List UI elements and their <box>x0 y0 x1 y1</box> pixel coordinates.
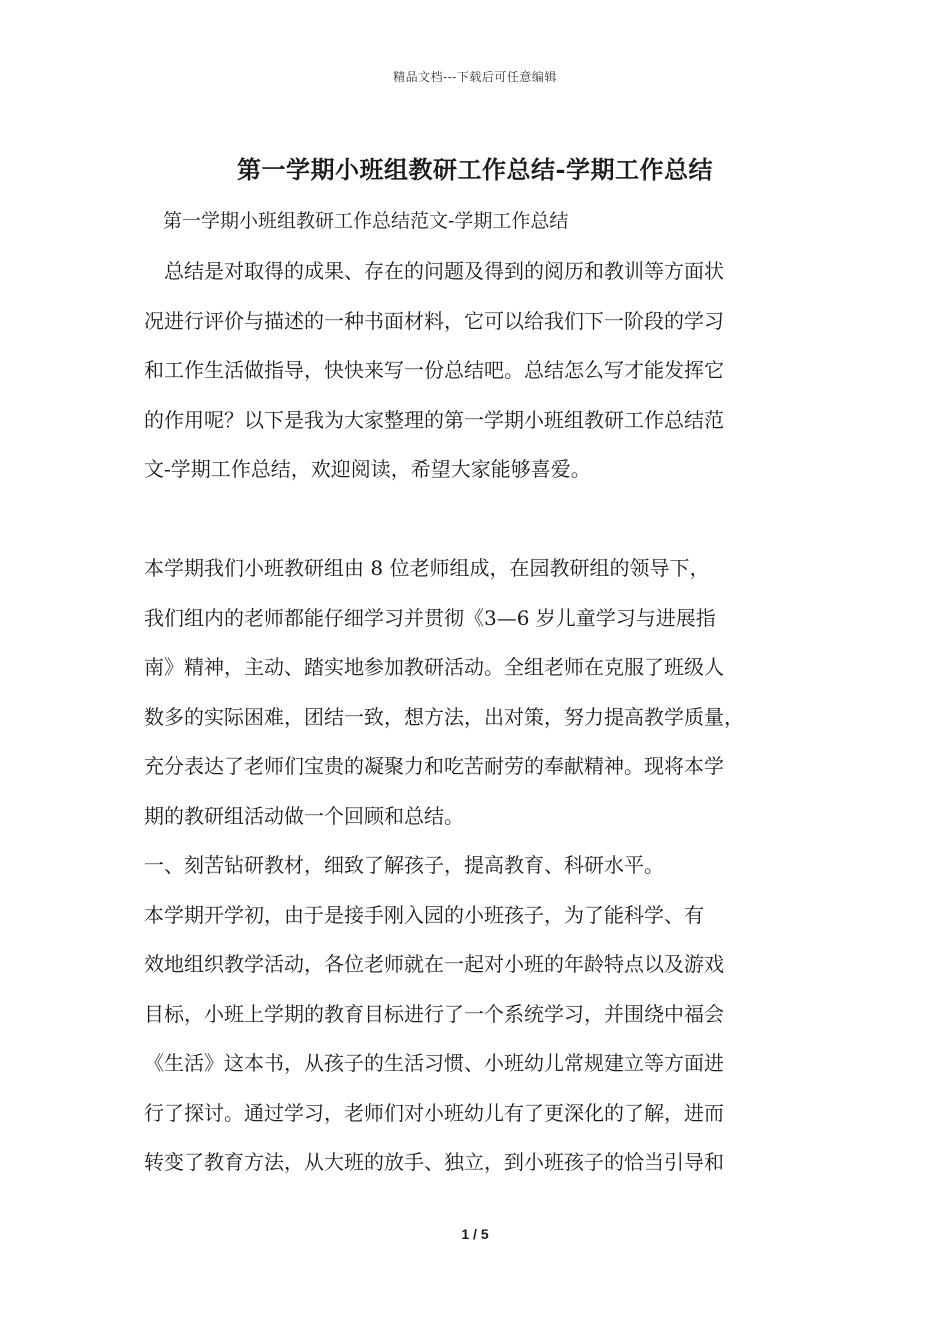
body-line: 目标，小班上学期的教育目标进行了一个系统学习，并围绕中福会 <box>144 1001 724 1026</box>
page-number: 1 / 5 <box>461 1226 489 1242</box>
body-line: 总结是对取得的成果、存在的问题及得到的阅历和教训等方面状 <box>144 259 724 283</box>
section-heading: 一、刻苦钻研教材，细致了解孩子，提高教育、科研水平。 <box>144 853 664 877</box>
body-line: 本学期我们小班教研组由 8 位老师组成，在园教研组的领导下， <box>144 556 710 580</box>
body-line: 充分表达了老师们宝贵的凝聚力和吃苦耐劳的奉献精神。现将本学 <box>144 754 724 778</box>
document-subtitle: 第一学期小班组教研工作总结范文-学期工作总结 <box>163 210 569 232</box>
header-note: 精品文档---下载后可任意编辑 <box>393 70 557 84</box>
body-line: 行了探讨。通过学习，老师们对小班幼儿有了更深化的了解，进而 <box>144 1100 724 1125</box>
paragraph-intro <box>144 247 824 495</box>
body-line: 南》精神，主动、踏实地参加教研活动。全组老师在克服了班级人 <box>144 655 724 679</box>
body-line: 期的教研组活动做一个回顾和总结。 <box>144 803 464 828</box>
body-line: 的作用呢？以下是我为大家整理的第一学期小班组教研工作总结范 <box>144 407 724 432</box>
body-line: 效地组织教学活动，各位老师就在一起对小班的年龄特点以及游戏 <box>144 952 724 976</box>
document-title: 第一学期小班组教研工作总结-学期工作总结 <box>237 155 713 184</box>
body-line: 我们组内的老师都能仔细学习并贯彻《3—6 岁儿童学习与进展指 <box>144 605 716 630</box>
body-line: 数多的实际困难，团结一致，想方法，出对策，努力提高教学质量， <box>144 704 744 729</box>
body-line: 和工作生活做指导，快快来写一份总结吧。总结怎么写才能发挥它 <box>144 358 724 382</box>
body-line: 文-学期工作总结，欢迎阅读，希望大家能够喜爱。 <box>144 457 591 481</box>
body-line: 况进行评价与描述的一种书面材料，它可以给我们下一阶段的学习 <box>144 308 724 333</box>
body-line: 《生活》这本书，从孩子的生活习惯、小班幼儿常规建立等方面进 <box>144 1051 724 1075</box>
body-line: 转变了教育方法，从大班的放手、独立，到小班孩子的恰当引导和 <box>144 1150 724 1174</box>
body-line: 本学期开学初，由于是接手刚入园的小班孩子，为了能科学、有 <box>144 902 704 927</box>
paragraph-main <box>144 544 824 1188</box>
